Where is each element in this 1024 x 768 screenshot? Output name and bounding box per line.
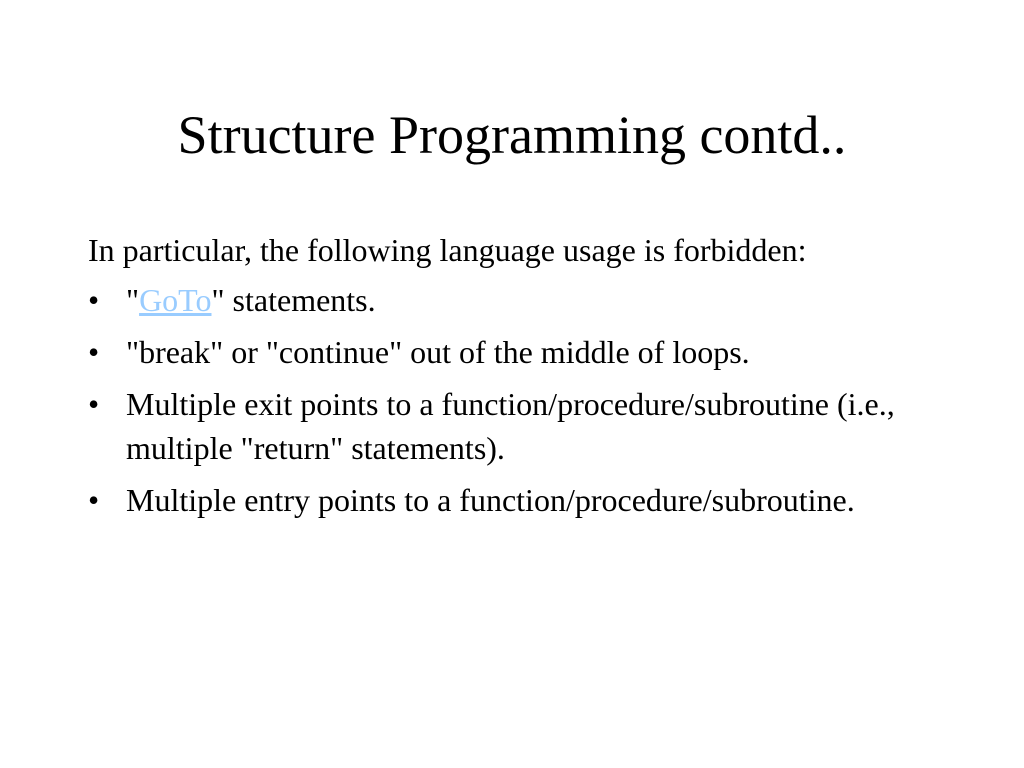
bullet-text: Multiple exit points to a function/procedure/subroutine (i.e., multiple "return" statements). bbox=[126, 386, 895, 466]
bullet-list bbox=[88, 278, 928, 522]
bullet-dot-icon: • bbox=[88, 386, 100, 422]
bullet-goto-suffix: " statements. bbox=[211, 282, 376, 318]
intro-text: In particular, the following language usage is forbidden: bbox=[88, 232, 807, 268]
bullet-text: Multiple entry points to a function/procedure/subroutine. bbox=[126, 482, 855, 518]
goto-link[interactable]: GoTo bbox=[139, 282, 212, 318]
bullet-text: "break" or "continue" out of the middle of loops. bbox=[126, 334, 750, 370]
slide-body bbox=[88, 228, 928, 530]
bullet-dot-icon: • bbox=[88, 282, 100, 318]
bullet-dot-icon: • bbox=[88, 334, 100, 370]
bullet-item-multiple-exit bbox=[88, 382, 928, 470]
bullet-goto-prefix: " bbox=[126, 282, 140, 318]
bullet-item-goto bbox=[88, 278, 928, 322]
bullet-item-multiple-entry bbox=[88, 478, 928, 522]
bullet-item-break-continue bbox=[88, 330, 928, 374]
bullet-dot-icon: • bbox=[88, 482, 100, 518]
slide-title: Structure Programming contd.. bbox=[177, 105, 847, 165]
